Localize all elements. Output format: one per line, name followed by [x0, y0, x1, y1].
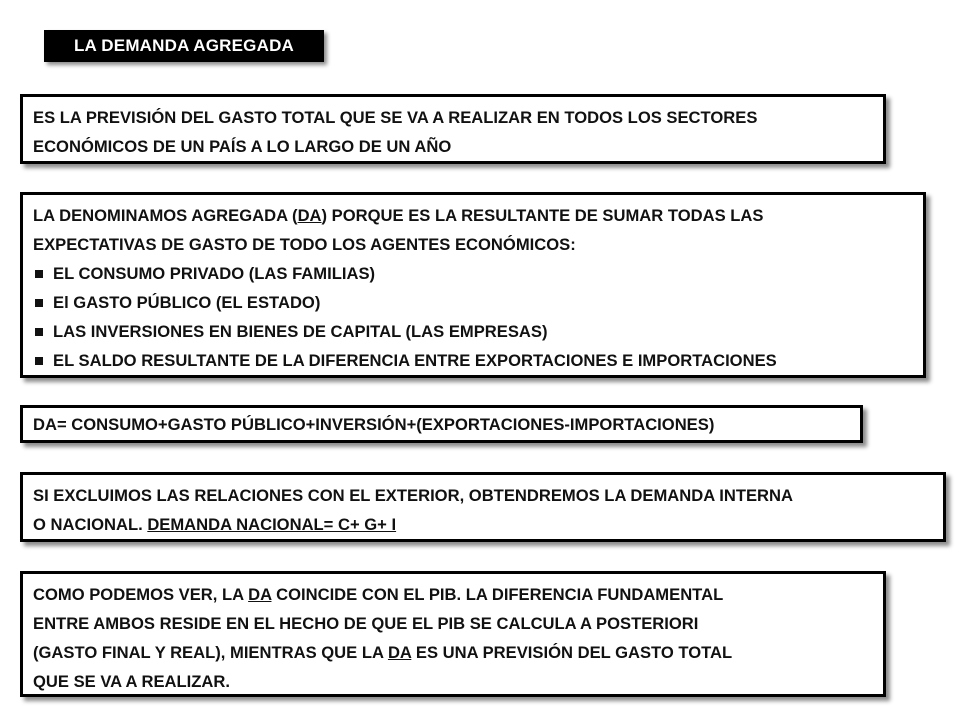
- comparison-line: COMO PODEMOS VER, LA DA COINCIDE CON EL PIB. LA DIFERENCIA FUNDAMENTAL: [33, 585, 724, 604]
- list-item: EL SALDO RESULTANTE DE LA DIFERENCIA ENTRE EXPORTACIONES E IMPORTACIONES: [33, 346, 913, 375]
- internal-demand-box: [20, 472, 946, 542]
- comparison-box: [20, 571, 886, 697]
- da-abbreviation: DA: [248, 585, 272, 604]
- square-bullet-icon: [35, 299, 43, 307]
- list-item: El GASTO PÚBLICO (EL ESTADO): [33, 288, 913, 317]
- formula-box: [20, 405, 863, 443]
- square-bullet-icon: [35, 357, 43, 365]
- formula-text: DA= CONSUMO+GASTO PÚBLICO+INVERSIÓN+(EXPORTACIONES-IMPORTACIONES): [33, 415, 715, 434]
- aggregate-intro-line: LA DENOMINAMOS AGREGADA (DA) PORQUE ES LA RESULTANTE DE SUMAR TODAS LAS: [33, 206, 764, 225]
- aggregate-intro-line: EXPECTATIVAS DE GASTO DE TODO LOS AGENTES ECONÓMICOS:: [33, 235, 576, 254]
- square-bullet-icon: [35, 270, 43, 278]
- da-abbreviation: DA: [297, 206, 322, 225]
- list-item: LAS INVERSIONES EN BIENES DE CAPITAL (LAS EMPRESAS): [33, 317, 913, 346]
- list-item: EL CONSUMO PRIVADO (LAS FAMILIAS): [33, 259, 913, 288]
- definition-line: ECONÓMICOS DE UN PAÍS A LO LARGO DE UN AÑO: [33, 137, 452, 156]
- comparison-line: ENTRE AMBOS RESIDE EN EL HECHO DE QUE EL PIB SE CALCULA A POSTERIORI: [33, 614, 699, 633]
- national-demand-formula: DEMANDA NACIONAL= C+ G+ I: [147, 515, 397, 534]
- comparison-line: QUE SE VA A REALIZAR.: [33, 672, 230, 691]
- da-abbreviation: DA: [387, 643, 412, 662]
- aggregate-demand-box: [20, 192, 926, 378]
- definition-box: [20, 94, 886, 164]
- comparison-line: (GASTO FINAL Y REAL), MIENTRAS QUE LA DA ES UNA PREVISIÓN DEL GASTO TOTAL: [33, 643, 733, 662]
- internal-demand-line: O NACIONAL. DEMANDA NACIONAL= C+ G+ I: [33, 515, 397, 534]
- definition-line: ES LA PREVISIÓN DEL GASTO TOTAL QUE SE VA A REALIZAR EN TODOS LOS SECTORES: [33, 108, 758, 127]
- internal-demand-line: SI EXCLUIMOS LAS RELACIONES CON EL EXTERIOR, OBTENDREMOS LA DEMANDA INTERNA: [33, 486, 793, 505]
- square-bullet-icon: [35, 328, 43, 336]
- page-title: LA DEMANDA AGREGADA: [44, 30, 324, 62]
